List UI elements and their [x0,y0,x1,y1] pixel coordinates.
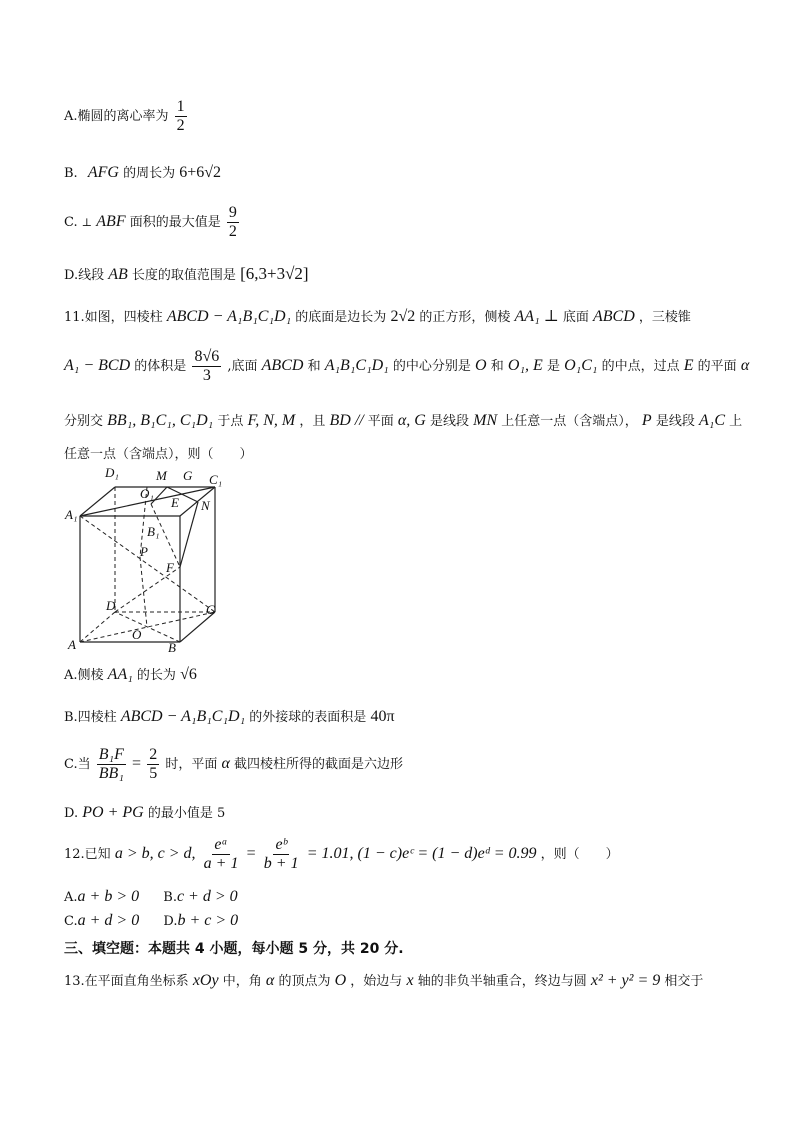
label-o1: O₁ [140,486,154,501]
q12-options-row2 [64,912,238,930]
fraction: $\frac{\text{eᵇ}}{b + 1}$ [263,836,299,872]
label-a1: A₁ [65,507,78,522]
label-c1: C₁ [209,472,223,487]
q10-option-c: C. ⊥ ABF 面积的最大值是 $\frac{9}{2}$ [64,204,237,240]
label-b1: B₁ [147,524,160,539]
q11-option-b: B.四棱柱 ABCD − A₁B₁C₁D₁ 的外接球的表面积是 40π [64,708,395,725]
label-o: O [132,627,142,642]
label-n: N [201,498,210,513]
q13-stem: 13.在平面直角坐标系 xOy 中，角 α 的顶点为 O ，始边与 x 轴的非负半轴重合，终边与圆 x² + y² = 9 相交于 [64,972,704,989]
q12-option-c: C.a + d > 0 [64,912,140,929]
label-f: F [166,560,174,575]
q11-option-a: A.侧棱 AA₁ 的长为 √6 [64,666,197,683]
label-c: C [206,602,215,617]
label-p: P [140,544,148,559]
q11-stem-line4: 任意一点（含端点），则（ ） [64,447,253,462]
q12-option-d: D.b + c > 0 [163,912,239,929]
q12-option-b: B.c + d > 0 [163,888,238,905]
fraction: $\frac{2}{5}$ [149,746,158,782]
label-b: B [168,640,176,654]
hidden-edge [140,557,147,627]
q11-stem-line3: 分别交 BB₁, B₁C₁, C₁D₁ 于点 F, N, M ，且 BD // 平面 α, G 是线段 MN 上任意一点（含端点）， P 是线段 A₁C 上 [64,412,743,429]
prism-figure [60,462,240,654]
fraction: $\frac{\text{eᵃ}}{a + 1}$ [203,836,239,872]
fraction: $\frac{\text{B₁F}}{\text{BB₁}}$ [98,746,124,782]
q10-option-b: B. AFG 的周长为 6+6√2 [64,164,222,181]
label-e: E [171,495,179,510]
fraction: $\frac{8√6}{3}$ [194,348,220,384]
section-heading: 三、填空题：本题共 4 小题，每小题 5 分，共 20 分. [64,941,404,957]
label-d1: D₁ [105,465,119,480]
label-m: M [156,468,167,483]
hidden-edge [115,612,180,642]
label-d: D [106,598,116,613]
label-g: G [183,468,193,483]
q11-stem-line2: A₁ − BCD 的体积是 $\frac{8√6}{3}$ ,底面 ABCD 和 A₁B₁C₁D₁ 的中心分别是 O 和 O₁, E 是 O₁C₁ 的中点，过点 E 的平面 α [64,348,750,384]
q12-options-row1 [64,888,238,906]
fraction: $\frac{1}{2}$ [176,98,185,134]
section-line [180,502,198,567]
q11-option-d: D. PO + PG 的最小值是 5 [64,804,226,821]
fraction: $\frac{9}{2}$ [228,204,237,240]
q12-option-a: A.a + b > 0 [64,888,140,905]
q10-option-d: D.线段 AB 长度的取值范围是 [6,3+3√2] [64,264,309,283]
q10-option-a: A.椭圆的离心率为 $\frac{1}{2}$ [64,98,185,134]
q11-option-c: C.当 $\frac{\text{B₁F}}{\text{BB₁}}$ = $\frac{2}{5}$ 时，平面 α 截四棱柱所得的截面是六边形 [64,746,404,782]
q11-stem-line1: 11.如图，四棱柱 ABCD − A₁B₁C₁D₁ 的底面是边长为 2√2 的正方形，侧棱 AA₁ ⊥ 底面 ABCD ，三棱锥 [64,308,691,325]
hidden-edge [80,612,115,642]
label-a: A [68,637,76,652]
q12-stem: 12.已知 a > b, c > d, $\frac{\text{eᵃ}}{a + 1}$ = $\frac{\text{eᵇ}}{b + 1}$ = 1.01, (1 − c)eᶜ = (1 − d)eᵈ = 0.99 ，则（ ） [64,836,619,872]
